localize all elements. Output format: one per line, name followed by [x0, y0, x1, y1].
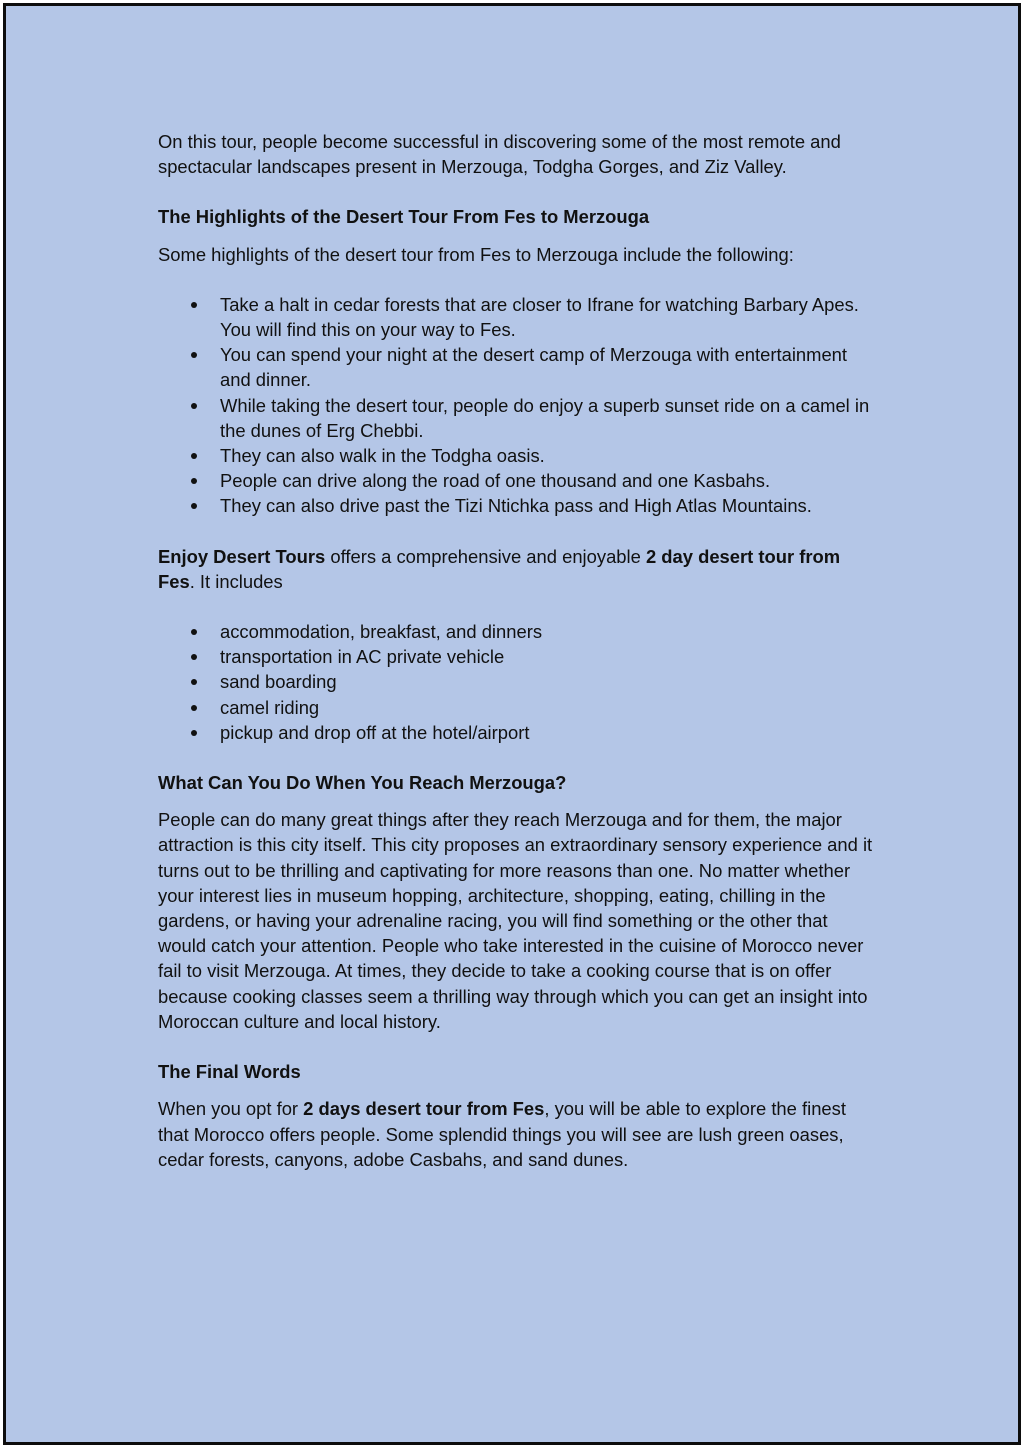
merzouga-paragraph: People can do many great things after they reach Merzouga and for them, the major attraction is this city itself. This city proposes an extraordinary sensory experience and it turns out to be thrilling and captivating for more reasons than one. No matter whether your interest lies in museum hopping, architecture, shopping, eating, chilling in the gardens, or having your adrenaline racing, you will find something or the other that would catch your attention. People who take interested in the cuisine of Morocco never fail to visit Merzouga. At times, they decide to take a cooking course that is on offer because cooking classes seem a thrilling way through which you can get an insight into Moroccan culture and local history. [158, 809, 873, 1032]
list-item: pickup and drop off at the hotel/airport [220, 720, 878, 745]
list-item: camel riding [220, 695, 878, 720]
list-item: transportation in AC private vehicle [220, 644, 878, 669]
list-item: They can also walk in the Todgha oasis. [220, 443, 878, 468]
merzouga-heading: What Can You Do When You Reach Merzouga? [158, 772, 567, 794]
highlights-heading: The Highlights of the Desert Tour From Fes to Merzouga [158, 206, 650, 228]
brand-name: Enjoy Desert Tours [158, 545, 326, 567]
list-item: They can also drive past the Tizi Ntichka pass and High Atlas Mountains. [220, 493, 878, 518]
highlights-list [158, 292, 878, 519]
intro-paragraph: On this tour, people become successful in discovering some of the most remote and spectacular landscapes present in Merzouga, Todgha Gorges, and Ziz Valley. [158, 131, 841, 178]
document-body [158, 129, 878, 1197]
final-tour-name: 2 days desert tour from Fes [303, 1098, 545, 1120]
page-frame [3, 3, 1021, 1445]
list-item: People can drive along the road of one thousand and one Kasbahs. [220, 468, 878, 493]
highlights-lead: Some highlights of the desert tour from Fes to Merzouga include the following: [158, 243, 794, 265]
list-item: accommodation, breakfast, and dinners [220, 619, 878, 644]
list-item: While taking the desert tour, people do enjoy a superb sunset ride on a camel in the dunes of Erg Chebbi. [220, 393, 878, 443]
final-heading: The Final Words [158, 1061, 301, 1083]
final-text-end: , you will be able to explore the finest that Morocco offers people. Some splendid things you will see are lush green oases, cedar forests, canyons, adobe Casbahs, and sand dunes. [158, 1098, 846, 1170]
offer-text-end: . It includes [189, 570, 283, 592]
list-item: You can spend your night at the desert camp of Merzouga with entertainment and dinner. [220, 342, 878, 392]
offer-text: offers a comprehensive and enjoyable [325, 545, 646, 567]
list-item: sand boarding [220, 669, 878, 694]
final-text: When you opt for [158, 1098, 304, 1120]
includes-list [158, 619, 878, 745]
offer-tour-name: 2 day desert tour from Fes [158, 545, 841, 592]
offer-paragraph [158, 544, 878, 594]
final-paragraph [158, 1096, 878, 1172]
list-item: Take a halt in cedar forests that are closer to Ifrane for watching Barbary Apes. You will find this on your way to Fes. [220, 292, 878, 342]
